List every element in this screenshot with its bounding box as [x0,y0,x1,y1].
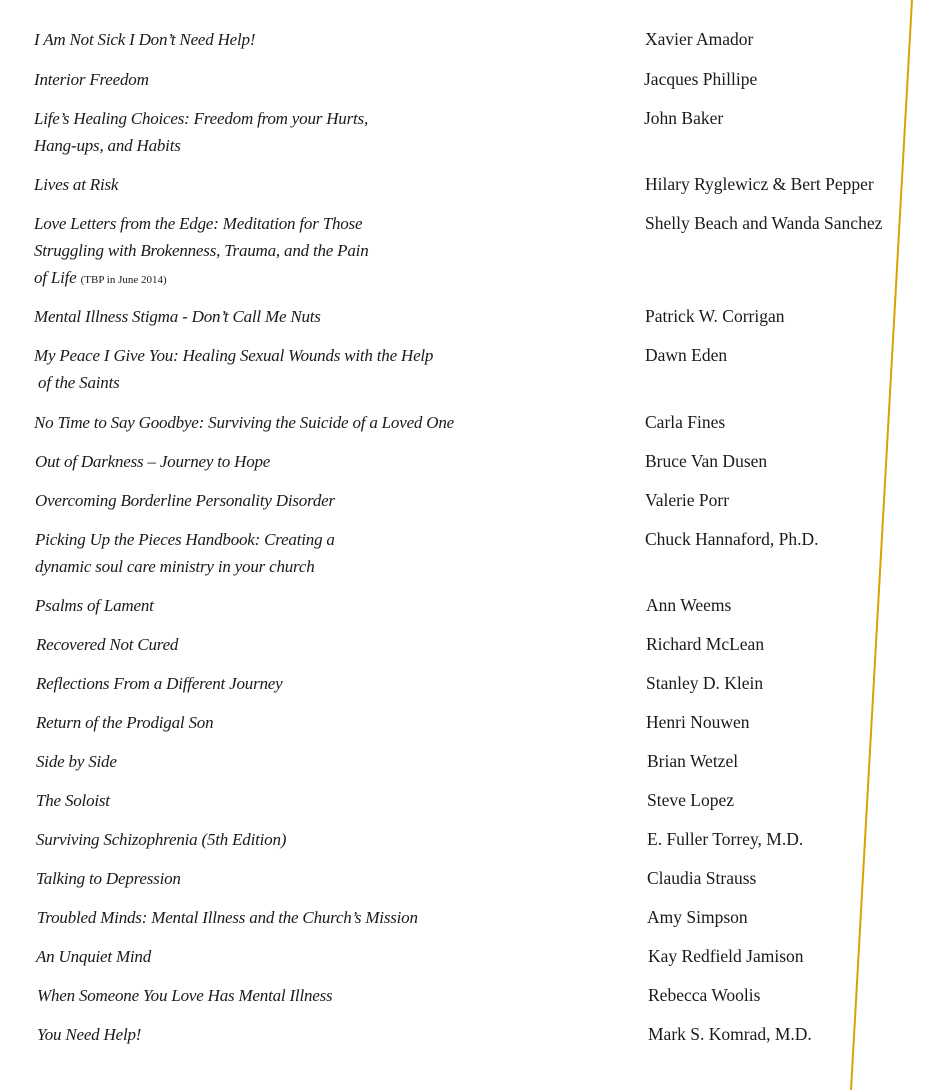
book-author: Valerie Porr [645,490,730,510]
book-title: Troubled Minds: Mental Illness and the Church’s Mission [37,908,418,927]
book-author: Patrick W. Corrigan [645,306,785,326]
book-title: Psalms of Lament [35,596,154,615]
book-author: Bruce Van Dusen [645,451,768,471]
book-title: Side by Side [36,752,117,771]
book-author: Stanley D. Klein [646,673,764,693]
book-title: Interior Freedom [34,70,149,89]
book-author: Xavier Amador [645,29,754,49]
book-title: Lives at Risk [34,175,119,194]
book-author: Ann Weems [646,595,732,615]
book-author: Dawn Eden [645,345,728,365]
book-title: Overcoming Borderline Personality Disorder [35,491,335,510]
book-title: Surviving Schizophrenia (5th Edition) [36,830,287,849]
book-author: Amy Simpson [647,907,748,927]
book-author: Hilary Ryglewicz & Bert Pepper [645,174,874,194]
book-author: Shelly Beach and Wanda Sanchez [645,213,883,233]
book-title: You Need Help! [37,1025,142,1044]
book-title: Out of Darkness – Journey to Hope [35,452,271,471]
book-title: Return of the Prodigal Son [36,713,214,732]
book-author: Steve Lopez [647,790,734,810]
book-author: Henri Nouwen [646,712,750,732]
book-title: When Someone You Love Has Mental Illness [37,986,333,1005]
book-author: Richard McLean [646,634,765,654]
book-author: Jacques Phillipe [644,69,758,89]
book-title: Picking Up the Pieces Handbook: Creating a dynamic soul care ministry in your church [35,530,335,576]
book-author: Carla Fines [645,412,726,432]
book-title: My Peace I Give You: Healing Sexual Wounds with the Help of the Saints [34,346,434,392]
book-author: Brian Wetzel [647,751,739,771]
book-author: Chuck Hannaford, Ph.D. [645,529,819,549]
book-title: Life’s Healing Choices: Freedom from your Hurts, Hang-ups, and Habits [34,109,368,155]
book-title: The Soloist [36,791,110,810]
book-author: Mark S. Komrad, M.D. [648,1024,812,1044]
book-author: Rebecca Woolis [648,985,761,1005]
book-title: An Unquiet Mind [36,947,152,966]
book-title-text: Love Letters from the Edge: Meditation for Those Struggling with Brokenness, Trauma, and the Pain of Life [34,214,369,287]
book-title: Mental Illness Stigma - Don’t Call Me Nuts [34,307,321,326]
book-author: E. Fuller Torrey, M.D. [647,829,804,849]
book-title: Recovered Not Cured [36,635,179,654]
book-title: I Am Not Sick I Don’t Need Help! [34,30,256,49]
book-author: Claudia Strauss [647,868,757,888]
book-title: Reflections From a Different Journey [36,674,283,693]
book-title: Talking to Depression [36,869,181,888]
book-author: Kay Redfield Jamison [648,946,804,966]
book-note: (TBP in June 2014) [80,274,167,286]
book-author: John Baker [644,108,724,128]
book-title: No Time to Say Goodbye: Surviving the Suicide of a Loved One [34,413,454,432]
book-title [34,210,594,294]
